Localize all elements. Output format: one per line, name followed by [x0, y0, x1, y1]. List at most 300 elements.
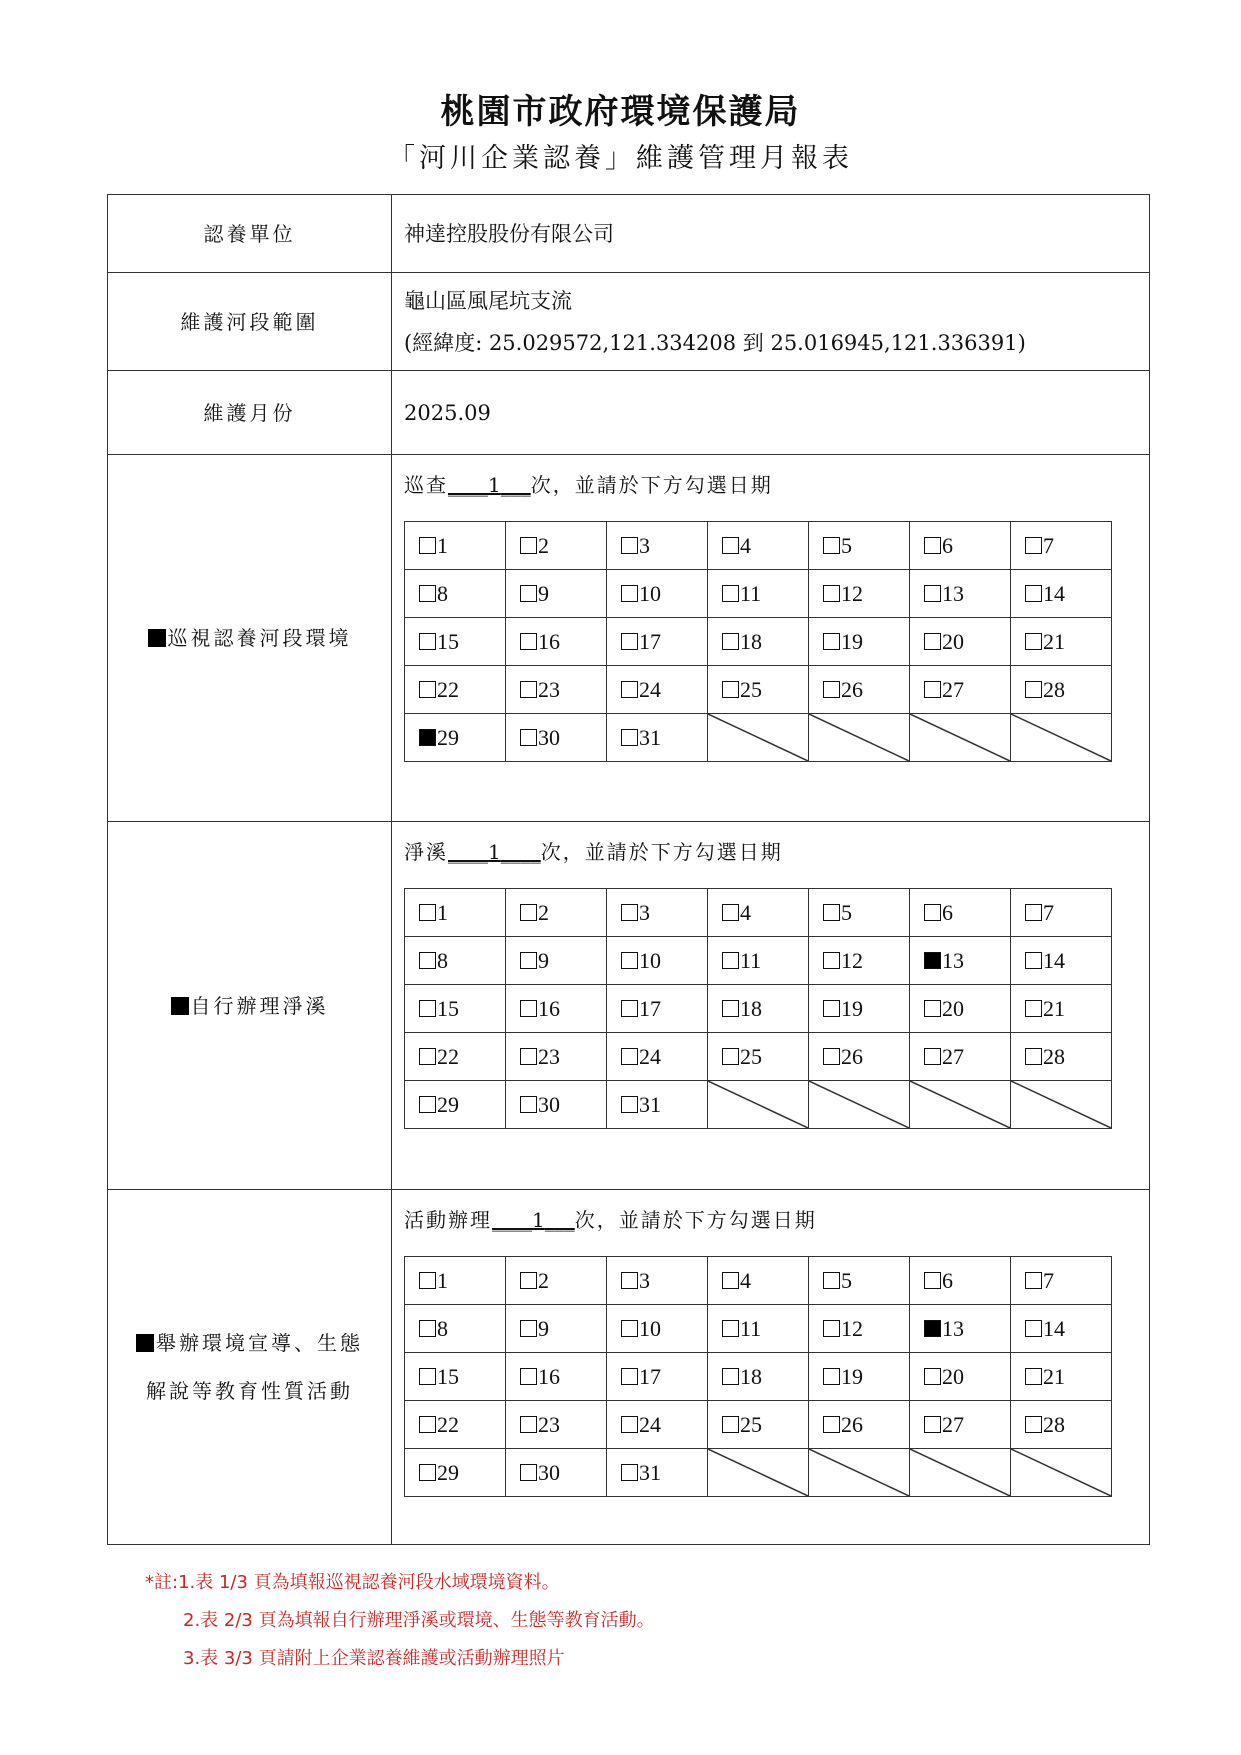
day-cell-13[interactable]: [910, 1305, 1011, 1353]
day-number: 24: [639, 1043, 661, 1069]
checked-box-icon[interactable]: [419, 729, 436, 746]
checkbox-icon[interactable]: [419, 1416, 436, 1433]
checked-box-icon[interactable]: [136, 1334, 154, 1352]
day-cell-18[interactable]: [708, 1353, 809, 1401]
day-cell-7[interactable]: [1011, 1257, 1112, 1305]
day-cell-8[interactable]: [405, 1305, 506, 1353]
day-number: 2: [538, 532, 549, 558]
day-number: 14: [1043, 1315, 1065, 1341]
checkbox-icon[interactable]: [621, 729, 638, 746]
day-cell-8[interactable]: [405, 937, 506, 985]
day-number: 2: [538, 1267, 549, 1293]
day-cell-11[interactable]: [708, 570, 809, 618]
day-cell-31[interactable]: [607, 1449, 708, 1497]
day-number: 28: [1043, 1043, 1065, 1069]
checkbox-icon[interactable]: [1025, 1000, 1042, 1017]
checkbox-icon[interactable]: [1025, 585, 1042, 602]
day-cell-28[interactable]: [1011, 1033, 1112, 1081]
checkbox-icon[interactable]: [722, 537, 739, 554]
checkbox-icon[interactable]: [419, 1320, 436, 1337]
day-cell-30[interactable]: [506, 714, 607, 762]
day-number: 29: [437, 1091, 459, 1117]
day-cell-21[interactable]: [1011, 985, 1112, 1033]
calendar-week-row: [405, 1033, 1112, 1081]
checkbox-icon[interactable]: [722, 1000, 739, 1017]
calendar-week-row: [405, 1401, 1112, 1449]
day-cell-24[interactable]: [607, 1033, 708, 1081]
day-cell-27[interactable]: [910, 666, 1011, 714]
empty-day-cell: [1011, 1449, 1112, 1497]
day-cell-15[interactable]: [405, 618, 506, 666]
day-cell-1[interactable]: [405, 889, 506, 937]
checkbox-icon[interactable]: [621, 633, 638, 650]
checkbox-icon[interactable]: [823, 1320, 840, 1337]
day-number: 27: [942, 1411, 964, 1437]
day-number: 12: [841, 580, 863, 606]
day-number: 10: [639, 1315, 661, 1341]
day-number: 5: [841, 899, 852, 925]
day-number: 8: [437, 1315, 448, 1341]
checkbox-icon[interactable]: [621, 537, 638, 554]
day-cell-1[interactable]: [405, 1257, 506, 1305]
day-cell-1[interactable]: [405, 522, 506, 570]
day-cell-29[interactable]: [405, 1081, 506, 1129]
checkbox-icon[interactable]: [520, 633, 537, 650]
day-cell-26[interactable]: [809, 1401, 910, 1449]
checkbox-icon[interactable]: [924, 681, 941, 698]
diagonal-strike: [910, 714, 1010, 761]
day-cell-8[interactable]: [405, 570, 506, 618]
day-cell-25[interactable]: [708, 1401, 809, 1449]
empty-day-cell: [1011, 1081, 1112, 1129]
checkbox-icon[interactable]: [419, 1096, 436, 1113]
calendar-week-row: [405, 1449, 1112, 1497]
day-cell-14[interactable]: [1011, 937, 1112, 985]
checkbox-icon[interactable]: [621, 1416, 638, 1433]
day-cell-22[interactable]: [405, 666, 506, 714]
range-value: 龜山區風尾坑支流: [404, 288, 572, 313]
checkbox-icon[interactable]: [1025, 1416, 1042, 1433]
education-label-line1: 舉辦環境宣導、生態: [156, 1331, 363, 1355]
day-cell-4[interactable]: [708, 889, 809, 937]
day-number: 23: [538, 1043, 560, 1069]
day-cell-23[interactable]: [506, 1401, 607, 1449]
day-cell-3[interactable]: [607, 1257, 708, 1305]
day-number: 21: [1043, 628, 1065, 654]
checkbox-icon[interactable]: [823, 1272, 840, 1289]
day-number: 9: [538, 580, 549, 606]
patrol-count[interactable]: 1: [488, 473, 501, 497]
month-label: 維護月份: [108, 371, 392, 455]
day-cell-21[interactable]: [1011, 1353, 1112, 1401]
patrol-label-cell: [108, 455, 392, 822]
checkbox-icon[interactable]: [924, 904, 941, 921]
day-number: 29: [437, 724, 459, 750]
checkbox-icon[interactable]: [823, 585, 840, 602]
day-number: 2: [538, 899, 549, 925]
day-cell-14[interactable]: [1011, 570, 1112, 618]
checkbox-icon[interactable]: [924, 1000, 941, 1017]
checkbox-icon[interactable]: [621, 1464, 638, 1481]
day-number: 1: [437, 899, 448, 925]
page-title: 桃園市政府環境保護局: [440, 92, 801, 132]
day-cell-25[interactable]: [708, 666, 809, 714]
day-number: 8: [437, 580, 448, 606]
day-number: 30: [538, 1459, 560, 1485]
checkbox-icon[interactable]: [1025, 633, 1042, 650]
checkbox-icon[interactable]: [1025, 537, 1042, 554]
day-cell-7[interactable]: [1011, 889, 1112, 937]
checkbox-icon[interactable]: [520, 1320, 537, 1337]
day-cell-18[interactable]: [708, 618, 809, 666]
day-number: 25: [740, 1411, 762, 1437]
day-cell-20[interactable]: [910, 985, 1011, 1033]
checked-box-icon[interactable]: [924, 952, 941, 969]
cleanup-label: 自行辦理淨溪: [190, 993, 329, 1018]
checkbox-icon[interactable]: [621, 585, 638, 602]
day-number: 19: [841, 628, 863, 654]
diagonal-strike: [708, 1081, 808, 1128]
day-number: 28: [1043, 1411, 1065, 1437]
day-number: 21: [1043, 1363, 1065, 1389]
day-cell-11[interactable]: [708, 1305, 809, 1353]
day-number: 12: [841, 1315, 863, 1341]
day-number: 9: [538, 1315, 549, 1341]
day-cell-24[interactable]: [607, 666, 708, 714]
checkbox-icon[interactable]: [823, 1048, 840, 1065]
checkbox-icon[interactable]: [1025, 1272, 1042, 1289]
checkbox-icon[interactable]: [520, 1272, 537, 1289]
day-number: 5: [841, 1267, 852, 1293]
checkbox-icon[interactable]: [419, 1368, 436, 1385]
checkbox-icon[interactable]: [520, 585, 537, 602]
diagonal-strike: [708, 714, 808, 761]
range-label: 維護河段範圍: [108, 273, 392, 371]
checkbox-icon[interactable]: [520, 681, 537, 698]
day-cell-26[interactable]: [809, 1033, 910, 1081]
day-cell-31[interactable]: [607, 1081, 708, 1129]
day-number: 31: [639, 724, 661, 750]
day-number: 6: [942, 899, 953, 925]
checkbox-icon[interactable]: [722, 633, 739, 650]
day-number: 17: [639, 995, 661, 1021]
checkbox-icon[interactable]: [419, 1272, 436, 1289]
checkbox-icon[interactable]: [924, 1416, 941, 1433]
checked-box-icon[interactable]: [148, 629, 166, 647]
checkbox-icon[interactable]: [419, 1048, 436, 1065]
day-cell-22[interactable]: [405, 1033, 506, 1081]
day-number: 15: [437, 628, 459, 654]
education-count[interactable]: 1: [532, 1208, 545, 1232]
day-cell-15[interactable]: [405, 1353, 506, 1401]
checkbox-icon[interactable]: [1025, 904, 1042, 921]
day-cell-9[interactable]: [506, 570, 607, 618]
day-cell-19[interactable]: [809, 618, 910, 666]
day-cell-17[interactable]: [607, 618, 708, 666]
cleanup-label-cell: [108, 822, 392, 1190]
calendar-week-row: [405, 618, 1112, 666]
day-cell-10[interactable]: [607, 570, 708, 618]
day-cell-29[interactable]: [405, 714, 506, 762]
day-cell-28[interactable]: [1011, 666, 1112, 714]
day-cell-21[interactable]: [1011, 618, 1112, 666]
checked-box-icon[interactable]: [924, 1320, 941, 1337]
day-cell-3[interactable]: [607, 522, 708, 570]
checkbox-icon[interactable]: [419, 1464, 436, 1481]
day-cell-20[interactable]: [910, 618, 1011, 666]
checkbox-icon[interactable]: [520, 952, 537, 969]
checkbox-icon[interactable]: [823, 904, 840, 921]
empty-day-cell: [809, 1449, 910, 1497]
checkbox-icon[interactable]: [520, 537, 537, 554]
day-cell-7[interactable]: [1011, 522, 1112, 570]
checkbox-icon[interactable]: [621, 1368, 638, 1385]
checkbox-icon[interactable]: [621, 1000, 638, 1017]
checkbox-icon[interactable]: [419, 585, 436, 602]
day-cell-19[interactable]: [809, 1353, 910, 1401]
calendar-week-row: [405, 570, 1112, 618]
checkbox-icon[interactable]: [722, 585, 739, 602]
day-cell-14[interactable]: [1011, 1305, 1112, 1353]
cleanup-calendar: [404, 888, 1112, 1129]
day-cell-13[interactable]: [910, 570, 1011, 618]
cleanup-frequency: 淨溪____1____次，並請於下方勾選日期: [404, 840, 783, 864]
day-number: 16: [538, 1363, 560, 1389]
day-number: 24: [639, 1411, 661, 1437]
day-cell-11[interactable]: [708, 937, 809, 985]
checkbox-icon[interactable]: [823, 1000, 840, 1017]
calendar-week-row: [405, 522, 1112, 570]
day-number: 6: [942, 1267, 953, 1293]
patrol-calendar: [404, 521, 1112, 762]
checkbox-icon[interactable]: [722, 1368, 739, 1385]
day-cell-10[interactable]: [607, 937, 708, 985]
checkbox-icon[interactable]: [1025, 952, 1042, 969]
checkbox-icon[interactable]: [419, 1000, 436, 1017]
checkbox-icon[interactable]: [823, 952, 840, 969]
cleanup-calendar-cell: [392, 822, 1150, 1190]
day-number: 17: [639, 1363, 661, 1389]
day-number: 7: [1043, 532, 1054, 558]
day-number: 5: [841, 532, 852, 558]
day-number: 22: [437, 1043, 459, 1069]
day-number: 18: [740, 628, 762, 654]
checkbox-icon[interactable]: [924, 633, 941, 650]
day-number: 29: [437, 1459, 459, 1485]
checkbox-icon[interactable]: [520, 1368, 537, 1385]
day-cell-6[interactable]: [910, 522, 1011, 570]
day-number: 11: [740, 1315, 762, 1341]
checkbox-icon[interactable]: [621, 681, 638, 698]
day-number: 25: [740, 1043, 762, 1069]
diagonal-strike: [809, 1449, 909, 1496]
checkbox-icon[interactable]: [924, 585, 941, 602]
day-cell-9[interactable]: [506, 1305, 607, 1353]
checkbox-icon[interactable]: [722, 904, 739, 921]
day-cell-18[interactable]: [708, 985, 809, 1033]
day-number: 3: [639, 1267, 650, 1293]
day-number: 30: [538, 724, 560, 750]
checkbox-icon[interactable]: [823, 1416, 840, 1433]
empty-day-cell: [708, 1449, 809, 1497]
day-cell-25[interactable]: [708, 1033, 809, 1081]
day-cell-6[interactable]: [910, 889, 1011, 937]
day-number: 22: [437, 1411, 459, 1437]
day-cell-30[interactable]: [506, 1449, 607, 1497]
day-cell-16[interactable]: [506, 1353, 607, 1401]
note-3: 3.表 3/3 頁請附上企業認養維護或活動辦理照片: [183, 1648, 565, 1669]
empty-day-cell: [809, 1081, 910, 1129]
day-cell-16[interactable]: [506, 618, 607, 666]
checkbox-icon[interactable]: [520, 1416, 537, 1433]
day-number: 18: [740, 995, 762, 1021]
checkbox-icon[interactable]: [419, 681, 436, 698]
checkbox-icon[interactable]: [419, 633, 436, 650]
diagonal-strike: [910, 1449, 1010, 1496]
checkbox-icon[interactable]: [722, 1416, 739, 1433]
checkbox-icon[interactable]: [924, 1272, 941, 1289]
checked-box-icon[interactable]: [171, 997, 189, 1015]
day-cell-23[interactable]: [506, 666, 607, 714]
day-cell-6[interactable]: [910, 1257, 1011, 1305]
day-number: 12: [841, 947, 863, 973]
checkbox-icon[interactable]: [1025, 681, 1042, 698]
diagonal-strike: [910, 1081, 1010, 1128]
checkbox-icon[interactable]: [520, 1464, 537, 1481]
day-cell-12[interactable]: [809, 570, 910, 618]
checkbox-icon[interactable]: [722, 952, 739, 969]
day-number: 23: [538, 676, 560, 702]
day-cell-10[interactable]: [607, 1305, 708, 1353]
checkbox-icon[interactable]: [1025, 1048, 1042, 1065]
diagonal-strike: [809, 1081, 909, 1128]
day-number: 4: [740, 1267, 751, 1293]
day-number: 26: [841, 1043, 863, 1069]
day-cell-2[interactable]: [506, 889, 607, 937]
day-cell-15[interactable]: [405, 985, 506, 1033]
education-label-cell: [108, 1190, 392, 1545]
checkbox-icon[interactable]: [722, 681, 739, 698]
calendar-week-row: [405, 666, 1112, 714]
checkbox-icon[interactable]: [823, 681, 840, 698]
day-number: 17: [639, 628, 661, 654]
diagonal-strike: [809, 714, 909, 761]
day-cell-2[interactable]: [506, 1257, 607, 1305]
day-cell-23[interactable]: [506, 1033, 607, 1081]
day-cell-12[interactable]: [809, 937, 910, 985]
range-coordinates: (經緯度: 25.029572,121.334208 到 25.016945,121.336391): [404, 330, 1026, 355]
education-calendar-cell: [392, 1190, 1150, 1545]
checkbox-icon[interactable]: [722, 1272, 739, 1289]
checkbox-icon[interactable]: [621, 904, 638, 921]
checkbox-icon[interactable]: [621, 1272, 638, 1289]
day-cell-4[interactable]: [708, 522, 809, 570]
day-cell-27[interactable]: [910, 1033, 1011, 1081]
day-cell-9[interactable]: [506, 937, 607, 985]
checkbox-icon[interactable]: [722, 1048, 739, 1065]
day-cell-31[interactable]: [607, 714, 708, 762]
checkbox-icon[interactable]: [621, 1048, 638, 1065]
day-cell-3[interactable]: [607, 889, 708, 937]
cleanup-count[interactable]: 1: [488, 840, 501, 864]
checkbox-icon[interactable]: [520, 1096, 537, 1113]
page-subtitle: 「河川企業認養」維護管理月報表: [388, 143, 853, 174]
day-cell-20[interactable]: [910, 1353, 1011, 1401]
checkbox-icon[interactable]: [520, 1000, 537, 1017]
checkbox-icon[interactable]: [1025, 1368, 1042, 1385]
day-cell-13[interactable]: [910, 937, 1011, 985]
day-cell-26[interactable]: [809, 666, 910, 714]
checkbox-icon[interactable]: [419, 537, 436, 554]
checkbox-icon[interactable]: [924, 1048, 941, 1065]
patrol-label: 巡視認養河段環境: [167, 626, 352, 650]
day-number: 27: [942, 1043, 964, 1069]
day-cell-16[interactable]: [506, 985, 607, 1033]
checkbox-icon[interactable]: [520, 904, 537, 921]
day-cell-24[interactable]: [607, 1401, 708, 1449]
education-frequency: 活動辦理____1___次，並請於下方勾選日期: [404, 1208, 817, 1232]
day-cell-29[interactable]: [405, 1449, 506, 1497]
day-cell-5[interactable]: [809, 889, 910, 937]
checkbox-icon[interactable]: [823, 1368, 840, 1385]
checkbox-icon[interactable]: [520, 729, 537, 746]
day-cell-22[interactable]: [405, 1401, 506, 1449]
diagonal-strike: [1011, 714, 1111, 761]
empty-day-cell: [1011, 714, 1112, 762]
calendar-week-row: [405, 714, 1112, 762]
day-cell-19[interactable]: [809, 985, 910, 1033]
checkbox-icon[interactable]: [419, 952, 436, 969]
day-number: 20: [942, 628, 964, 654]
day-number: 8: [437, 947, 448, 973]
day-cell-2[interactable]: [506, 522, 607, 570]
day-cell-4[interactable]: [708, 1257, 809, 1305]
checkbox-icon[interactable]: [419, 904, 436, 921]
day-cell-5[interactable]: [809, 1257, 910, 1305]
checkbox-icon[interactable]: [924, 1368, 941, 1385]
day-cell-27[interactable]: [910, 1401, 1011, 1449]
day-cell-17[interactable]: [607, 985, 708, 1033]
day-number: 30: [538, 1091, 560, 1117]
day-number: 6: [942, 532, 953, 558]
checkbox-icon[interactable]: [621, 1320, 638, 1337]
diagonal-strike: [1011, 1449, 1111, 1496]
day-number: 1: [437, 532, 448, 558]
month-value: 2025.09: [392, 371, 1150, 455]
checkbox-icon[interactable]: [722, 1320, 739, 1337]
day-cell-12[interactable]: [809, 1305, 910, 1353]
checkbox-icon[interactable]: [520, 1048, 537, 1065]
day-number: 10: [639, 947, 661, 973]
day-number: 1: [437, 1267, 448, 1293]
day-number: 13: [942, 580, 964, 606]
education-label-line2: 解說等教育性質活動: [146, 1379, 353, 1403]
checkbox-icon[interactable]: [1025, 1320, 1042, 1337]
checkbox-icon[interactable]: [823, 633, 840, 650]
day-number: 31: [639, 1091, 661, 1117]
checkbox-icon[interactable]: [621, 952, 638, 969]
checkbox-icon[interactable]: [823, 537, 840, 554]
range-value-cell: [392, 273, 1150, 371]
checkbox-icon[interactable]: [621, 1096, 638, 1113]
day-cell-30[interactable]: [506, 1081, 607, 1129]
day-number: 21: [1043, 995, 1065, 1021]
day-cell-17[interactable]: [607, 1353, 708, 1401]
day-cell-28[interactable]: [1011, 1401, 1112, 1449]
day-cell-5[interactable]: [809, 522, 910, 570]
checkbox-icon[interactable]: [924, 537, 941, 554]
calendar-week-row: [405, 1257, 1112, 1305]
